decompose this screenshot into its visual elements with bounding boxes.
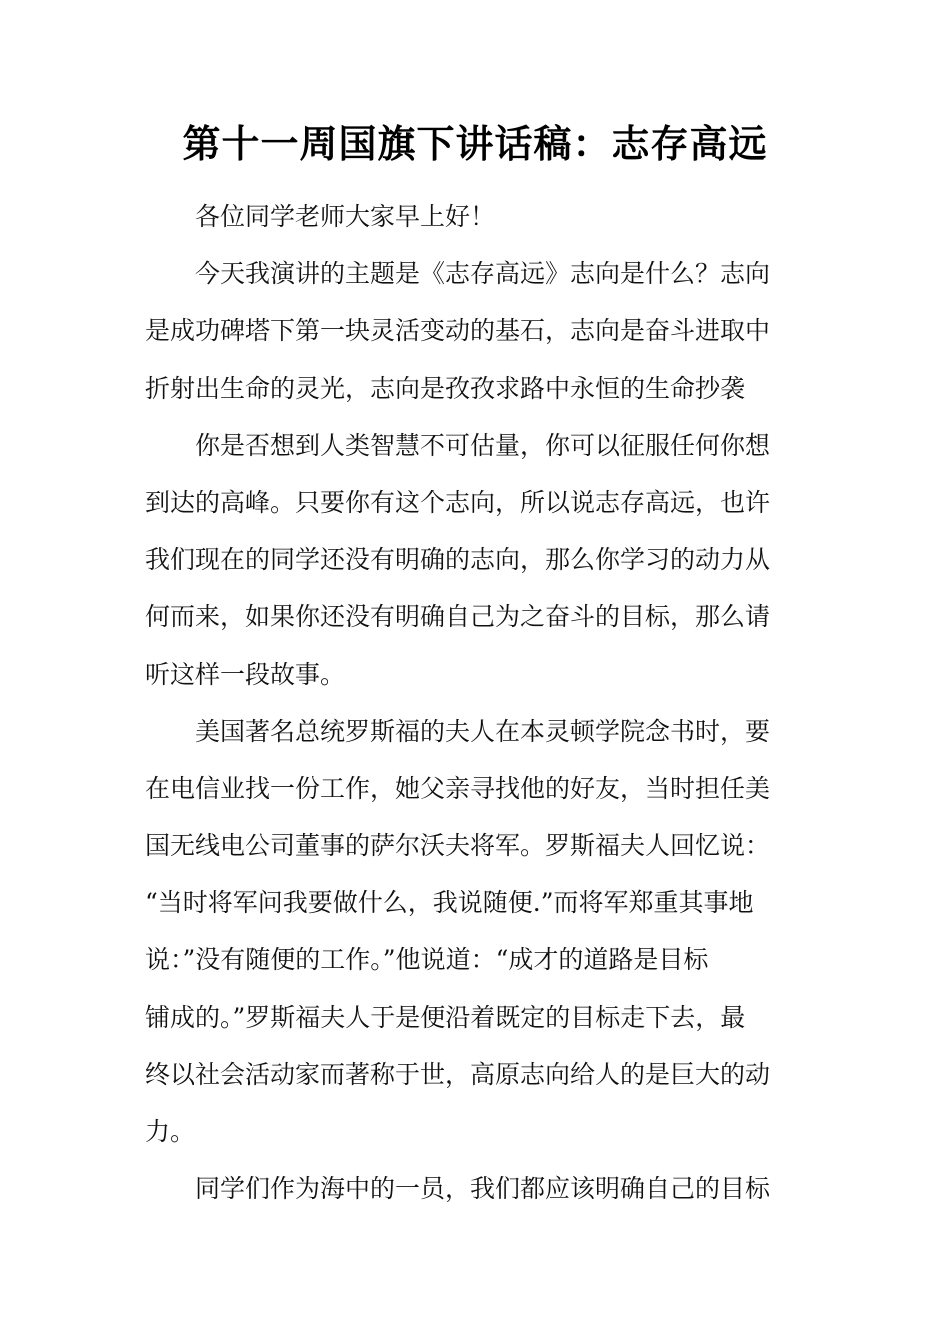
text-line: 铺成的。”罗斯福夫人于是便沿着既定的目标走下去，最 <box>145 1002 746 1032</box>
text-line: 同学们作为海中的一员，我们都应该明确自己的目标 <box>195 1174 771 1204</box>
paragraph-topic <box>145 245 805 417</box>
text-line: 国无线电公司董事的萨尔沃夫将军。罗斯福夫人回忆说： <box>145 831 771 861</box>
paragraph-story <box>145 703 805 1161</box>
text-line: 到达的高峰。只要你有这个志向，所以说志存高远，也许 <box>145 487 771 517</box>
text-line: 听这样一段故事。 <box>145 659 346 689</box>
paragraph-question <box>145 417 805 703</box>
text-line: 说：”没有随便的工作。”他说道：“成才的道路是目标 <box>145 945 709 975</box>
text-line: 在电信业找一份工作，她父亲寻找他的好友，当时担任美 <box>145 773 771 803</box>
paragraph-closing <box>145 1160 805 1217</box>
paragraph-greeting <box>145 188 805 245</box>
text-line: 各位同学老师大家早上好！ <box>195 202 496 231</box>
text-line: 折射出生命的灵光，志向是孜孜求路中永恒的生命抄袭 <box>145 373 746 403</box>
text-line: 终以社会活动家而著称于世，高原志向给人的是巨大的动 <box>145 1059 771 1089</box>
text-line: 我们现在的同学还没有明确的志向，那么你学习的动力从 <box>145 545 771 575</box>
text-line: 美国著名总统罗斯福的夫人在本灵顿学院念书时，要 <box>195 716 771 746</box>
text-line: 是成功碑塔下第一块灵活变动的基石，志向是奋斗进取中 <box>145 316 771 346</box>
document-title: 第十一周国旗下讲话稿：志存高远 <box>182 121 768 166</box>
text-line: 你是否想到人类智慧不可估量，你可以征服任何你想 <box>195 430 771 460</box>
document-body <box>145 188 805 1217</box>
text-line: 力。 <box>145 1117 196 1146</box>
text-line: “当时将军问我要做什么，我说随便.”而将军郑重其事地 <box>145 888 754 918</box>
text-line: 何而来，如果你还没有明确自己为之奋斗的目标，那么请 <box>145 602 771 632</box>
text-line: 今天我演讲的主题是《志存高远》志向是什么？志向 <box>195 259 771 289</box>
